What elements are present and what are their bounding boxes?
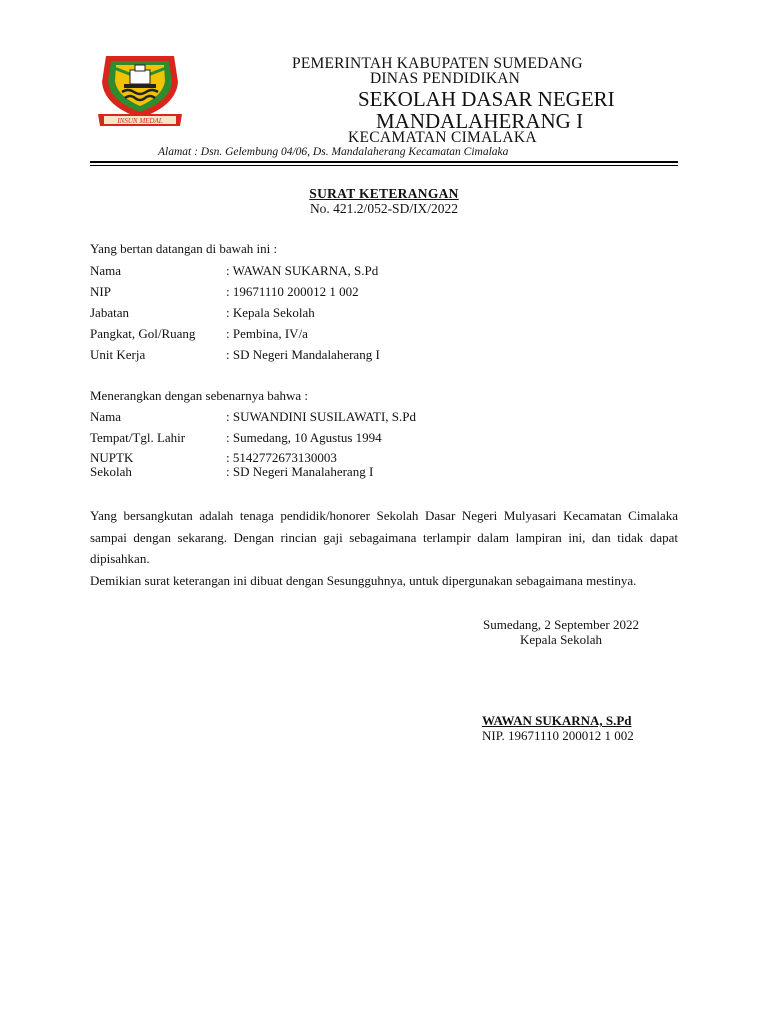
signer-value-nip: : 19671110 200012 1 002 xyxy=(226,284,359,299)
signature-position: Kepala Sekolah xyxy=(520,632,602,647)
subject-label-name: Nama xyxy=(90,409,122,424)
department-name: DINAS PENDIDIKAN xyxy=(370,70,521,87)
body-paragraph-1: Yang bersangkutan adalah tenaga pendidik/honorer Sekolah Dasar Negeri Mulyasari Kecamatan Cimalaka sampai dengan sekarang. Dengan rincian gaji sebagaimana terlampir dalam lampiran ini, dan tidak dapat dipisahkan. xyxy=(90,508,678,566)
kabupaten-sumedang-logo xyxy=(92,48,188,132)
subject-value-nuptk: : 5142772673130003 xyxy=(226,450,337,465)
signer-value-unit: : SD Negeri Mandalaherang I xyxy=(226,347,380,362)
signer-value-name: : WAWAN SUKARNA, S.Pd xyxy=(226,263,379,278)
school-name-line1: SEKOLAH DASAR NEGERI xyxy=(358,87,615,111)
letter-body xyxy=(90,505,678,591)
signer-label-rank: Pangkat, Gol/Ruang xyxy=(90,326,196,341)
signer-value-rank: : Pembina, IV/a xyxy=(226,326,308,341)
school-address: Alamat : Dsn. Gelembung 04/06, Ds. Mandalaherang Kecamatan Cimalaka xyxy=(158,146,509,158)
subject-label-nuptk: NUPTK xyxy=(90,450,134,465)
signer-intro: Yang bertan datangan di bawah ini : xyxy=(90,241,278,256)
school-name-line2: MANDALAHERANG I xyxy=(376,109,584,133)
subject-label-school: Sekolah xyxy=(90,464,132,479)
signer-label-name: Nama xyxy=(90,263,122,278)
letterhead-rule-thick xyxy=(90,161,678,163)
logo-motto: INSUN MEDAL xyxy=(117,117,163,125)
signer-label-position: Jabatan xyxy=(90,305,129,320)
letter-number: No. 421.2/052-SD/IX/2022 xyxy=(309,201,459,216)
signer-label-unit: Unit Kerja xyxy=(90,347,146,362)
subject-value-name: : SUWANDINI SUSILAWATI, S.Pd xyxy=(226,409,416,424)
signer-value-position: : Kepala Sekolah xyxy=(226,305,315,320)
letter-title: SURAT KETERANGAN xyxy=(309,186,459,201)
subject-label-birth: Tempat/Tgl. Lahir xyxy=(90,430,186,445)
signer-label-nip: NIP xyxy=(90,284,111,299)
subject-intro: Menerangkan dengan sebenarnya bahwa : xyxy=(90,388,309,403)
letterhead-rule-thin xyxy=(90,165,678,166)
body-paragraph-2: Demikian surat keterangan ini dibuat dengan Sesungguhnya, untuk dipergunakan sebagaimana mestinya. xyxy=(90,572,637,588)
district-name: KECAMATAN CIMALAKA xyxy=(348,129,537,146)
government-name: PEMERINTAH KABUPATEN SUMEDANG xyxy=(292,55,583,72)
signature-place-date: Sumedang, 2 September 2022 xyxy=(483,617,639,632)
signature-name: WAWAN SUKARNA, S.Pd xyxy=(482,713,632,728)
subject-value-school: : SD Negeri Manalaherang I xyxy=(226,464,374,479)
subject-value-birth: : Sumedang, 10 Agustus 1994 xyxy=(226,430,382,445)
signature-nip: NIP. 19671110 200012 1 002 xyxy=(482,728,634,743)
